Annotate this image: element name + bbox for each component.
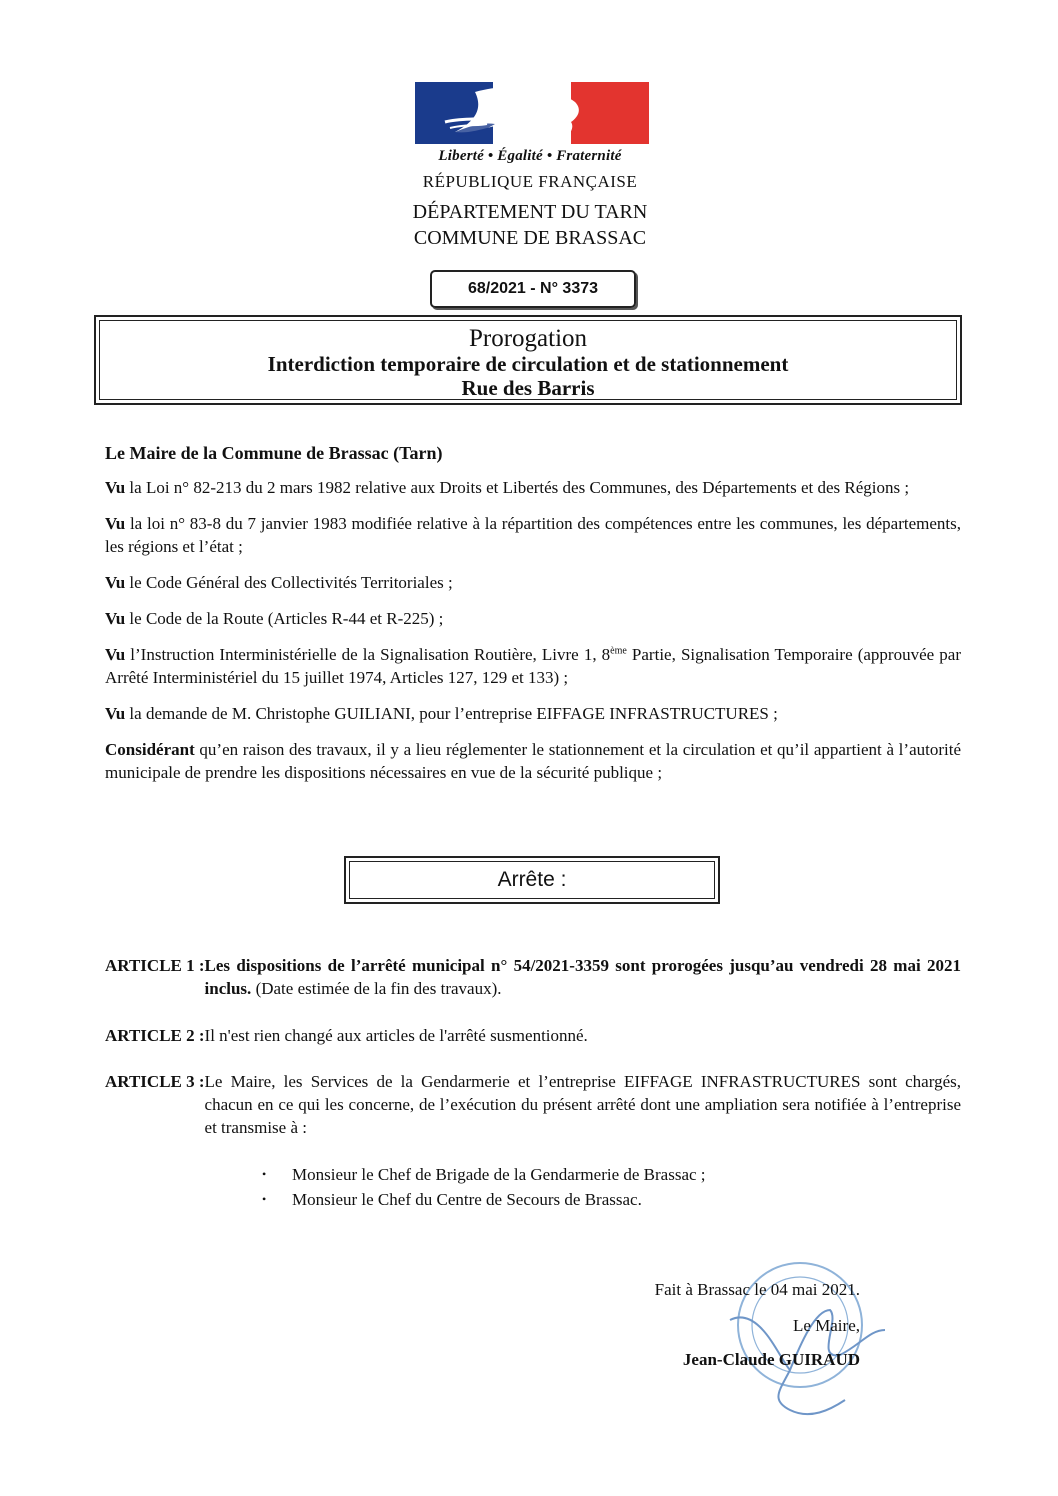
article-text: Les dispositions de l’arrêté municipal n° 54/2021-3359 sont prorogées jusqu’au vendredi 28 mai 2021 inclus. (Date estimée de la fin des travaux). — [204, 956, 961, 998]
republic-motto: Liberté • Égalité • Fraternité — [438, 148, 622, 164]
commune-name: COMMUNE DE BRASSAC — [413, 227, 647, 249]
preamble — [105, 442, 961, 797]
reference-number: 68/2021 - N° 3373 — [467, 280, 599, 297]
signature-place-date: Fait à Brassac le 04 mai 2021. — [654, 1280, 860, 1299]
list-item: • Monsieur le Chef de Brigade de la Gendarmerie de Brassac ; — [262, 1162, 706, 1187]
vu-paragraph: Vu la Loi n° 82-213 du 2 mars 1982 relative aux Droits et Libertés des Communes, des Départements et des Régions ; — [105, 478, 910, 497]
article-3 — [105, 1070, 961, 1139]
article-label: ARTICLE 1 : — [105, 956, 205, 975]
reference-box — [430, 270, 636, 308]
title-line-2: Interdiction temporaire de circulation et de stationnement — [267, 352, 789, 376]
list-item: • Monsieur le Chef du Centre de Secours de Brassac. — [262, 1187, 706, 1212]
arrete-heading: Arrête : — [349, 861, 715, 899]
vu-paragraph: Vu le Code Général des Collectivités Territoriales ; — [105, 573, 453, 592]
article-1 — [105, 954, 961, 1000]
arrete-box — [344, 856, 720, 904]
article-label: ARTICLE 3 : — [105, 1072, 205, 1091]
signature-role: Le Maire, — [792, 1316, 860, 1335]
official-stamp-and-signature — [720, 1250, 890, 1430]
marianne-logo — [415, 82, 649, 144]
signature-name: Jean-Claude GUIRAUD — [682, 1350, 860, 1369]
article-2 — [105, 1024, 961, 1047]
issuer-heading: Le Maire de la Commune de Brassac (Tarn) — [105, 443, 443, 463]
title-line-3: Rue des Barris — [461, 376, 595, 400]
article-text: Le Maire, les Services de la Gendarmerie et l’entreprise EIFFAGE INFRASTRUCTURES sont chargés, chacun en ce qui les concerne, de l’exécution du présent arrêté dont une ampliation sera notifiée à l’entreprise et transmise à : — [204, 1072, 961, 1137]
considerant-paragraph: Considérant qu’en raison des travaux, il y a lieu réglementer le stationnement et la circulation et qu’il appartient à l’autorité municipale de prendre les dispositions nécessaires en vue de la sécurité publique ; — [105, 740, 961, 782]
republic-name: RÉPUBLIQUE FRANÇAISE — [422, 172, 638, 191]
recipient-list — [262, 1162, 706, 1212]
title-line-1: Prorogation — [468, 325, 588, 352]
vu-paragraph: Vu la loi n° 83-8 du 7 janvier 1983 modifiée relative à la répartition des compétences entre les communes, les départements, les régions et l’état ; — [105, 514, 961, 556]
vu-paragraph: Vu la demande de M. Christophe GUILIANI, pour l’entreprise EIFFAGE INFRASTRUCTURES ; — [105, 704, 778, 723]
article-label: ARTICLE 2 : — [105, 1026, 205, 1045]
article-text: Il n'est rien changé aux articles de l'arrêté susmentionné. — [204, 1026, 588, 1045]
vu-paragraph: Vu l’Instruction Interministérielle de la Signalisation Routière, Livre 1, 8ème Partie, Signalisation Temporaire (approuvée par Arrêté Interministériel du 15 juillet 1974, Articles 127, 129 et 133) ; — [105, 645, 961, 687]
vu-paragraph: Vu le Code de la Route (Articles R-44 et R-225) ; — [105, 609, 444, 628]
title-box — [94, 315, 962, 405]
department-name: DÉPARTEMENT DU TARN — [412, 201, 648, 223]
